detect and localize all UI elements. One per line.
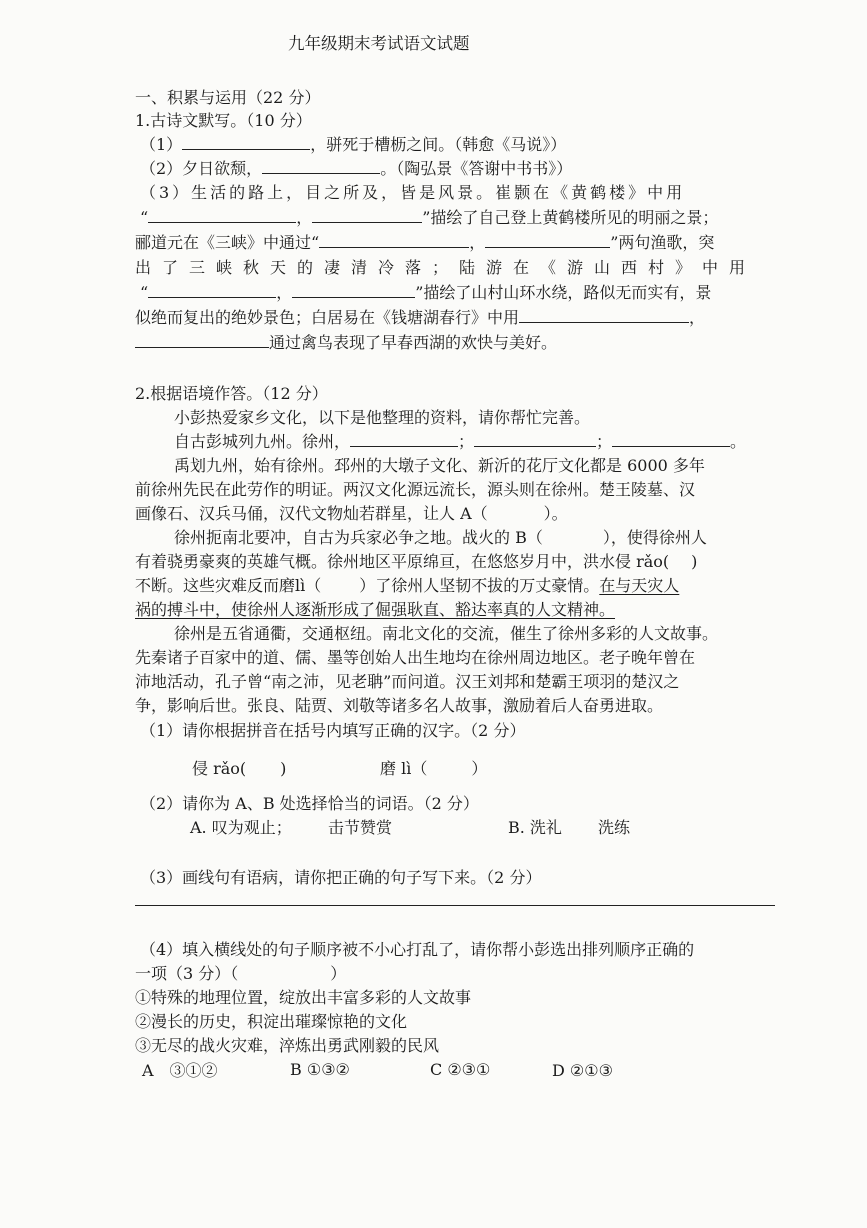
choice-d[interactable]: D ②①③ bbox=[552, 1061, 613, 1080]
sentence-option-1: ①特殊的地理位置，绽放出丰富多彩的人文故事 bbox=[135, 988, 472, 1007]
option-b-2[interactable]: 洗练 bbox=[598, 818, 631, 837]
p4-text-end: ），使得徐州人 bbox=[602, 528, 707, 547]
p4-text: 有着骁勇豪爽的英雄气概。徐州地区平原绵亘，在悠悠岁月中，洪水侵 bbox=[135, 552, 632, 571]
q1-line-9 bbox=[135, 333, 557, 353]
paren: （ bbox=[305, 576, 322, 595]
q1-line-5 bbox=[135, 233, 714, 253]
answer-blank[interactable] bbox=[182, 135, 310, 150]
q1-line-3: （3）生活的路上，目之所及，皆是风景。崔颢在《黄鹤楼》中用 bbox=[140, 183, 686, 202]
section-heading: 一、积累与运用（22 分） bbox=[135, 88, 321, 107]
sub-question-4-line-1: （4）填入横线处的句子顺序被不小心打乱了，请你帮小彭选出排列顺序正确的 bbox=[140, 940, 695, 959]
answer-blank[interactable] bbox=[612, 432, 730, 447]
q1-line-6: 出了三峡秋天的凄清冷落；陆游在《游山西村》中用 bbox=[135, 258, 757, 277]
q1-line-7-text: ”描绘了山村山环水绕，路似无而实有，景 bbox=[415, 283, 712, 302]
choice-b[interactable]: B ①③② bbox=[290, 1060, 350, 1079]
paren: ） bbox=[471, 759, 488, 778]
passage-p5-line-1: 徐州是五省通衢，交通枢纽。南北文化的交流，催生了徐州多彩的人文故事。 bbox=[174, 624, 719, 643]
sub-question-2: （2）请你为 A、B 处选择恰当的词语。（2 分） bbox=[140, 794, 479, 813]
answer-blank[interactable] bbox=[319, 233, 469, 248]
q1-line-4-text: ”描绘了自己登上黄鹤楼所见的明丽之景； bbox=[422, 208, 719, 227]
passage-paragraph-1: 小彭热爱家乡文化，以下是他整理的资料，请你帮忙完善。 bbox=[174, 408, 591, 427]
q1-line-9-text: 通过禽鸟表现了早春西湖的欢快与美好。 bbox=[269, 333, 558, 352]
passage-p3-line-2: 前徐州先民在此劳作的明证。两汉文化源远流长，源头则在徐州。楚王陵墓、汉 bbox=[135, 480, 696, 499]
q1-line-7 bbox=[140, 283, 711, 303]
passage-p4-line-3 bbox=[135, 576, 679, 596]
answer-line[interactable] bbox=[135, 905, 775, 906]
quote-mark: “ bbox=[140, 283, 149, 302]
sub-question-3: （3）画线句有语病，请你把正确的句子写下来。（2 分） bbox=[140, 868, 542, 887]
answer-blank[interactable] bbox=[519, 308, 689, 323]
sub-question-4-prompt: 一项（3 分）（ bbox=[135, 964, 239, 983]
sub-question-1-answer-2 bbox=[380, 759, 487, 779]
option-a-2[interactable]: 击节赞赏 bbox=[328, 818, 393, 837]
paren: ） bbox=[330, 964, 347, 983]
q1-line-8-text: 似绝而复出的绝妙景色；白居易在《钱塘湖春行》中用 bbox=[135, 308, 520, 327]
question-1-heading: 1.古诗文默写。（10 分） bbox=[135, 111, 312, 130]
answer-blank[interactable] bbox=[312, 208, 422, 223]
sub-question-1: （1）请你根据拼音在括号内填写正确的汉字。（2 分） bbox=[140, 721, 526, 740]
p4-text-mid: ）了徐州人坚韧不拔的万丈豪情。 bbox=[359, 576, 600, 595]
p3-end: ）。 bbox=[543, 504, 568, 523]
quote-mark: “ bbox=[140, 208, 149, 227]
question-2-heading: 2.根据语境作答。（12 分） bbox=[135, 384, 328, 403]
q1-line-5-end: ”两句渔歌，突 bbox=[610, 233, 715, 252]
period: 。 bbox=[730, 432, 747, 451]
q1-item-2-text: （2）夕日欲颓， bbox=[140, 159, 263, 178]
q1-line-5-text: 郦道元在《三峡》中通过“ bbox=[135, 233, 320, 252]
answer-blank[interactable] bbox=[485, 233, 610, 248]
passage-p5-line-3: 沛地活动，孔子曾“南之沛，见老聃”而问道。汉王刘邦和楚霸王项羽的楚汉之 bbox=[135, 672, 680, 691]
answer-blank[interactable] bbox=[474, 432, 596, 447]
comma: ， bbox=[276, 283, 293, 302]
answer-blank[interactable] bbox=[292, 283, 415, 298]
passage-p5-line-2: 先秦诸子百家中的道、儒、墨等创始人出生地均在徐州周边地区。老子晚年曾在 bbox=[135, 648, 696, 667]
answer-blank[interactable] bbox=[262, 159, 380, 174]
underlined-sentence: 祸的搏斗中，使徐州人逐渐形成了倔强耿直、豁达率真的人文精神。 bbox=[135, 600, 616, 619]
paren: ) bbox=[691, 552, 698, 571]
semicolon: ； bbox=[458, 432, 475, 451]
comma: ， bbox=[689, 308, 706, 327]
sub-question-4-line-2 bbox=[135, 964, 346, 984]
pinyin-rao-prompt: 侵 rǎo( bbox=[192, 759, 247, 778]
sentence-option-2: ②漫长的历史，积淀出璀璨惊艳的文化 bbox=[135, 1012, 408, 1031]
passage-p3-line-3 bbox=[135, 504, 568, 524]
underlined-sentence-start: 在与天灾人 bbox=[599, 576, 680, 595]
sub-question-1-answer bbox=[192, 759, 286, 779]
p2-text: 自古彭城列九州。徐州， bbox=[174, 432, 351, 451]
passage-p3-line-1: 禹划九州，始有徐州。邳州的大墩子文化、新沂的花厅文化都是 6000 多年 bbox=[174, 456, 705, 475]
p4-text: 徐州扼南北要冲，自古为兵家必争之地。战火的 B（ bbox=[174, 528, 543, 547]
q1-item-1-number: （1） bbox=[140, 135, 183, 154]
answer-blank[interactable] bbox=[148, 208, 296, 223]
passage-p5-line-4: 争，影响后世。张良、陆贾、刘敬等诸多名人故事，激励着后人奋勇进取。 bbox=[135, 696, 664, 715]
answer-blank[interactable] bbox=[135, 333, 269, 348]
q1-line-2 bbox=[140, 159, 572, 179]
p3-text: 画像石、汉兵马俑，汉代文物灿若群星，让人 A（ bbox=[135, 504, 488, 523]
pinyin-li: lì bbox=[295, 576, 306, 595]
choice-c[interactable]: C ②③① bbox=[430, 1060, 491, 1079]
comma: ， bbox=[296, 208, 313, 227]
q1-line-1 bbox=[140, 135, 566, 155]
pinyin-li-prompt: 磨 lì（ bbox=[380, 759, 428, 778]
option-b[interactable]: B. 洗礼 bbox=[508, 818, 562, 837]
page-title: 九年级期末考试语文试题 bbox=[288, 34, 470, 53]
p4-text: 不断。这些灾难反而磨 bbox=[135, 576, 296, 595]
option-a[interactable]: A. 叹为观止； bbox=[190, 818, 292, 837]
choice-a[interactable]: A ③①② bbox=[142, 1061, 218, 1080]
passage-p4-line-2 bbox=[135, 552, 697, 572]
paren: ) bbox=[280, 759, 287, 778]
sentence-option-3: ③无尽的战火灾难，淬炼出勇武刚毅的民风 bbox=[135, 1036, 440, 1055]
answer-blank[interactable] bbox=[148, 283, 276, 298]
passage-p4-line-1 bbox=[174, 528, 707, 548]
q1-item-1-text: ，骈死于槽枥之间。（韩愈《马说》） bbox=[310, 135, 567, 154]
q1-item-2-source: 。（陶弘景《答谢中书书》） bbox=[380, 159, 573, 178]
comma: ， bbox=[469, 233, 486, 252]
pinyin-rao: rǎo( bbox=[636, 552, 670, 571]
semicolon: ； bbox=[596, 432, 613, 451]
passage-paragraph-2 bbox=[174, 432, 746, 452]
q1-line-8 bbox=[135, 308, 705, 328]
q1-line-4 bbox=[140, 208, 718, 228]
answer-blank[interactable] bbox=[350, 432, 458, 447]
